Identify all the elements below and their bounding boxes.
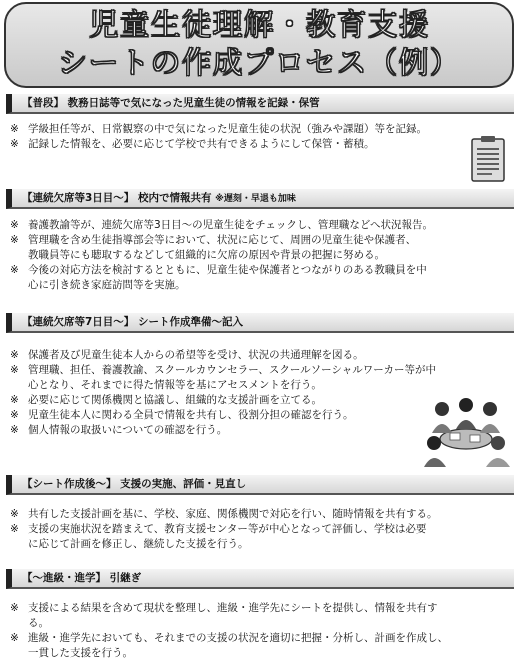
list-item: ※ 支援による結果を含めて現状を整理し、進級・進学先にシートを提供し、情報を共有す る。 [10, 602, 438, 629]
section-header-transition [6, 569, 514, 589]
section-header-day7 [6, 313, 514, 333]
list-item: ※ 必要に応じて関係機関と協議し、組織的な支援計画を立てる。 [10, 394, 322, 406]
list-item: ※ 管理職を含め生徒指導部会等において、状況に応じて、周囲の児童生徒や保護者、 教職員等にも聴取するなどして組織的に欠席の原因や背景の把握に努める。 [10, 234, 417, 261]
section-header-day3 [6, 189, 514, 209]
section-header-after-sheet [6, 475, 514, 495]
people-meeting-icon [420, 393, 512, 473]
list-item: ※ 管理職、担任、養護教諭、スクールカウンセラー、スクールソーシャルワーカー等が中 心となり、それまでに得た情報等を基にアセスメントを行う。 [10, 364, 437, 391]
section-body-day3 [10, 218, 433, 293]
section-header-note: ※遅刻・早退も加味 [215, 194, 296, 204]
section-header-text: 【普段】 教務日誌等で気になった児童生徒の情報を記録・保管 [22, 97, 320, 109]
title-line-2: シートの作成プロセス（例） [57, 46, 461, 81]
list-item: ※ 学級担任等が、日常観察の中で気になった児童生徒の状況（強みや課題）等を記録。 [10, 123, 427, 135]
title-banner [4, 2, 514, 88]
list-item: ※ 支援の実施状況を踏まえて、教育支援センター等が中心となって評価し、学校は必要 に応じて計画を修正し、継続した支援を行う。 [10, 523, 427, 550]
list-item: ※ 児童生徒本人に関わる全員で情報を共有し、役割分担の確認を行う。 [10, 409, 354, 421]
list-item: ※ 保護者及び児童生徒本人からの希望等を受け、状況の共通理解を図る。 [10, 349, 364, 361]
list-item: ※ 進級・進学先においても、それまでの支援の状況を適切に把握・分析し、計画を作成し、 一貫した支援を行う。 [10, 632, 448, 659]
list-item: ※ 記録した情報を、必要に応じて学校で共有できるようにして保管・蓄積。 [10, 138, 375, 150]
section-header-text: 【～進級・進学】 引継ぎ [22, 572, 142, 584]
list-item: ※ 共有した支援計画を基に、学校、家庭、関係機関で対応を行い、随時情報を共有する。 [10, 508, 438, 520]
section-header-normal [6, 94, 514, 114]
section-body-transition [10, 601, 448, 661]
list-item: ※ 個人情報の取扱いについての確認を行う。 [10, 424, 228, 436]
list-item: ※ 養護教諭等が、連続欠席等3日目～の児童生徒をチェックし、管理職などへ状況報告。 [10, 219, 433, 231]
clipboard-document-icon [470, 135, 506, 187]
section-body-normal [10, 122, 427, 152]
title-line-1: 児童生徒理解・教育支援 [88, 8, 430, 43]
section-header-text: 【シート作成後～】 支援の実施、評価・見直し [22, 478, 247, 490]
section-header-text: 【連続欠席等7日目～】 シート作成準備～記入 [22, 316, 243, 328]
list-item: ※ 今後の対応方法を検討するとともに、児童生徒や保護者とつながりのある教職員を中 心に引き続き家庭訪問等を実施。 [10, 264, 427, 291]
section-header-text: 【連続欠席等3日目～】 校内で情報共有 [22, 192, 212, 204]
section-body-day7 [10, 348, 436, 438]
section-body-after-sheet [10, 507, 438, 552]
